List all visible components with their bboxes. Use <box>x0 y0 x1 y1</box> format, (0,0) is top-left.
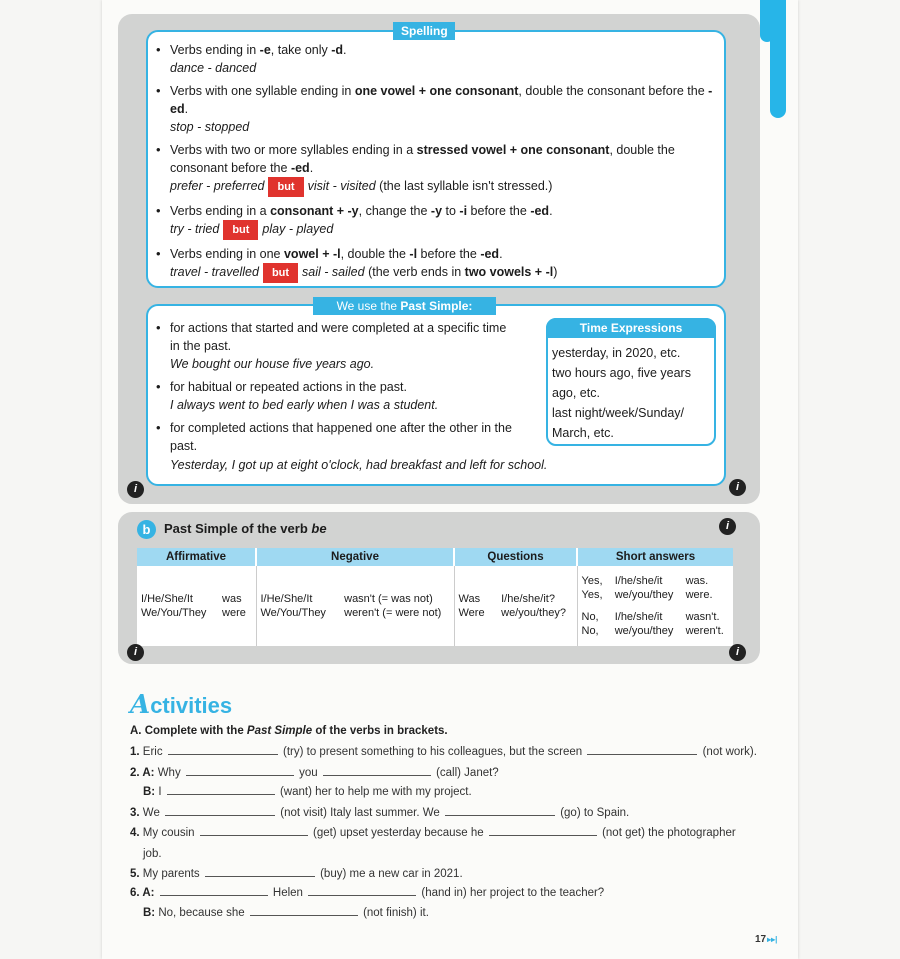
usage-item: • for actions that started and were completed at a specific time in the past. We bought our house five years ago. <box>154 319 510 373</box>
exercise-line: 2. A: Why you (call) Janet? <box>130 767 499 779</box>
usage-tag: We use the Past Simple: <box>313 297 496 315</box>
be-table <box>137 548 733 646</box>
answer-blank[interactable] <box>200 825 308 836</box>
answer-blank[interactable] <box>167 784 275 795</box>
exercise-line: 4. My cousin (get) upset yesterday because he (not get) the photographer <box>130 827 736 839</box>
but-label: but <box>268 177 303 197</box>
answer-blank[interactable] <box>250 905 358 916</box>
time-expressions-text: yesterday, in 2020, etc. two hours ago, five years ago, etc. last night/week/Sunday/ March, etc. <box>552 346 691 440</box>
answer-blank[interactable] <box>445 805 555 816</box>
answer-blank[interactable] <box>489 825 597 836</box>
page-number: 17▸▸| <box>755 934 778 945</box>
activities-title: Activities <box>130 690 233 720</box>
time-expressions-title: Time Expressions <box>546 318 716 338</box>
exercise-line: 3. We (not visit) Italy last summer. We (go) to Spain. <box>130 807 630 819</box>
exercise-line: B: I (want) her to help me with my project. <box>143 786 472 798</box>
activities-instruction: A. Complete with the Past Simple of the verbs in brackets. <box>130 725 448 737</box>
answer-blank[interactable] <box>587 744 697 755</box>
exercise-line: 5. My parents (buy) me a new car in 2021. <box>130 868 463 880</box>
answer-blank[interactable] <box>160 885 268 896</box>
info-icon: i <box>719 518 736 535</box>
example: stop - stopped <box>170 120 250 134</box>
answer-blank[interactable] <box>323 765 431 776</box>
rule-item: • Verbs ending in one vowel + -l, double the -l before the -ed. travel - travelled but sail - sailed (the verb ends in two vowels + -l) <box>154 245 719 283</box>
info-icon: i <box>729 479 746 496</box>
example: dance - danced <box>170 61 257 75</box>
rule-item: • Verbs with two or more syllables ending in a stressed vowel + one consonant, double the consonant before the -ed. prefer - preferred but visit - visited (the last syllable isn't stressed.) <box>154 141 719 197</box>
but-label: but <box>223 220 258 240</box>
table-header: Affirmative Negative Questions Short answers <box>137 548 733 566</box>
answer-blank[interactable] <box>168 744 278 755</box>
rule-item: • Verbs with one syllable ending in one vowel + one consonant, double the consonant before the -ed. stop - stopped <box>154 82 719 136</box>
exercise-line: 6. A: Helen (hand in) her project to the teacher? <box>130 887 605 899</box>
forward-arrow-icon: ▸▸| <box>767 935 778 944</box>
spelling-tag: Spelling <box>393 22 455 40</box>
rule-item: • Verbs ending in a consonant + -y, change the -y to -i before the -ed. try - tried but play - played <box>154 202 719 240</box>
usage-item: • for completed actions that happened one after the other in the past. <box>154 419 515 455</box>
info-icon: i <box>127 481 144 498</box>
usage-list <box>154 319 584 460</box>
table-row: I/He/She/It was We/You/They were I/He/She/It wasn't (= was not) We/You/They weren't (= were not) Was I/he/she/it? Were we/you/they? Yes, I/he/she/it was. Yes, we/you/they were. No, I/he/she/it wasn't. No, we/you/they weren't. <box>137 566 733 646</box>
answer-blank[interactable] <box>165 805 275 816</box>
exercise-line: 1. Eric (try) to present something to his colleagues, but the screen (not work). <box>130 746 757 758</box>
answer-blank[interactable] <box>205 866 315 877</box>
be-title: Past Simple of the verb be <box>164 521 327 536</box>
info-icon: i <box>127 644 144 661</box>
answer-blank[interactable] <box>308 885 416 896</box>
spelling-rules <box>154 41 719 288</box>
info-icon: i <box>729 644 746 661</box>
be-badge: b <box>137 520 156 539</box>
usage-item: • for habitual or repeated actions in the past. I always went to bed early when I was a student. <box>154 378 584 414</box>
usage-example: Yesterday, I got up at eight o'clock, had breakfast and left for school. <box>170 458 548 472</box>
paint-drip <box>760 0 774 42</box>
exercise-line: B: No, because she (not finish) it. <box>143 907 429 919</box>
answer-blank[interactable] <box>186 765 294 776</box>
exercise-line: job. <box>143 848 162 860</box>
rule-item: • Verbs ending in -e, take only -d. dance - danced <box>154 41 719 77</box>
but-label: but <box>263 263 298 283</box>
